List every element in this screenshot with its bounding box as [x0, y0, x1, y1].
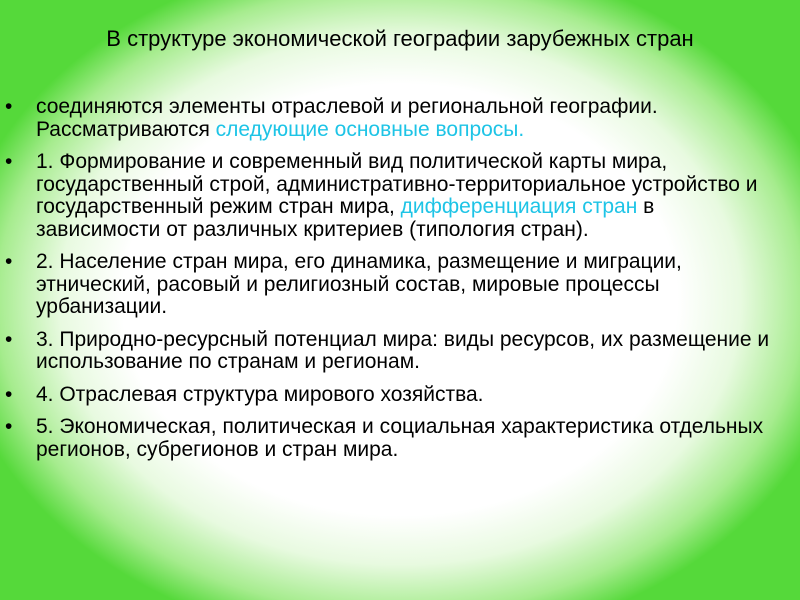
highlighted-text: дифференциация стран — [400, 195, 638, 218]
list-item — [0, 384, 800, 407]
list-item — [0, 151, 800, 241]
bullet-text: соединяются элементы отраслевой и региональной географии. Рассматриваются — [36, 95, 658, 141]
bullet-icon: • — [5, 382, 13, 406]
slide-title: В структуре экономической географии зарубежных стран — [106, 26, 694, 51]
bullet-text: 5. Экономическая, политическая и социальная характеристика отдельных регионов, субрегионов и стран мира. — [36, 415, 764, 461]
list-item — [0, 416, 800, 461]
bullet-icon: • — [5, 95, 13, 118]
bullet-icon: • — [5, 327, 13, 351]
list-item — [0, 329, 800, 374]
list-item — [0, 96, 800, 141]
bullet-text: 4. Отраслевая структура мирового хозяйства. — [36, 382, 484, 406]
bullet-text: 3. Природно-ресурсный потенциал мира: виды ресурсов, их размещение и использование по странам и регионам. — [36, 327, 770, 373]
highlighted-text: следующие основные вопросы. — [215, 117, 525, 141]
bullet-icon: • — [5, 415, 13, 438]
bullet-icon: • — [5, 150, 13, 173]
bullet-list — [0, 96, 800, 471]
bullet-text-continued: в зависимости от различных критериев (типология стран). — [36, 195, 655, 241]
bullet-text: 1. Формирование и современный вид политической карты мира, государственный строй, административно-территориальное устройство и государственный режим стран мира, — [36, 150, 758, 218]
bullet-text: 2. Население стран мира, его динамика, размещение и миграции, этнический, расовый и религиозный состав, мировые процессы урбанизации. — [36, 250, 682, 318]
bullet-icon: • — [5, 250, 13, 273]
list-item — [0, 251, 800, 319]
